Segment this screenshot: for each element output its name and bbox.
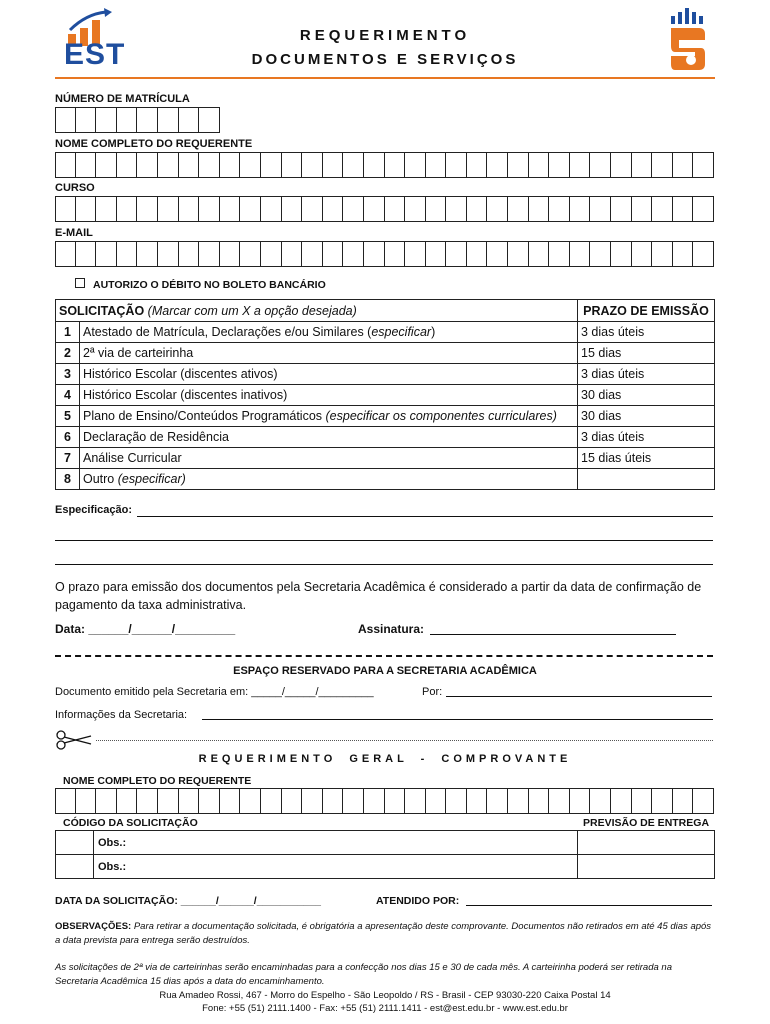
char-box[interactable] xyxy=(487,152,508,178)
char-box[interactable] xyxy=(261,241,282,267)
char-box[interactable] xyxy=(343,241,364,267)
assinatura-line[interactable] xyxy=(430,634,676,635)
char-box[interactable] xyxy=(55,788,76,814)
email-boxes[interactable] xyxy=(55,241,714,267)
char-box[interactable] xyxy=(364,152,385,178)
char-box[interactable] xyxy=(385,152,406,178)
char-box[interactable] xyxy=(405,241,426,267)
char-box[interactable] xyxy=(364,788,385,814)
codigo-cell-2[interactable] xyxy=(56,855,94,879)
previsao-label: PREVISÃO DE ENTREGA xyxy=(583,817,710,829)
char-box[interactable] xyxy=(652,196,673,222)
char-box[interactable] xyxy=(652,788,673,814)
info-label: Informações da Secretaria: xyxy=(55,709,188,721)
row-text-italic: (especificar os componentes curriculares) xyxy=(325,409,557,423)
char-box[interactable] xyxy=(590,241,611,267)
char-box[interactable] xyxy=(446,241,467,267)
row-text: Histórico Escolar (discentes inativos) xyxy=(83,388,288,402)
char-box[interactable] xyxy=(467,241,488,267)
row-description[interactable] xyxy=(80,364,578,385)
row-text: Plano de Ensino/Conteúdos Programáticos xyxy=(83,409,326,423)
char-box[interactable] xyxy=(385,788,406,814)
solicitacao-row[interactable] xyxy=(56,364,715,385)
row-description[interactable] xyxy=(80,469,578,490)
char-box[interactable] xyxy=(549,152,570,178)
char-box[interactable] xyxy=(467,196,488,222)
char-box[interactable] xyxy=(179,788,200,814)
char-box[interactable] xyxy=(261,196,282,222)
debito-checkbox[interactable] xyxy=(75,278,85,288)
row-text: 2ª via de carteirinha xyxy=(83,346,194,360)
char-box[interactable] xyxy=(240,241,261,267)
comprovante-nome-label: NOME COMPLETO DO REQUERENTE xyxy=(63,775,252,787)
previsao-cell-1[interactable] xyxy=(578,831,715,855)
row-description[interactable] xyxy=(80,406,578,427)
char-box[interactable] xyxy=(446,152,467,178)
comprovante-title: REQUERIMENTO GERAL - COMPROVANTE xyxy=(198,753,572,765)
char-box[interactable] xyxy=(76,152,97,178)
char-box[interactable] xyxy=(446,196,467,222)
char-box[interactable] xyxy=(302,196,323,222)
char-box[interactable] xyxy=(632,196,653,222)
char-box[interactable] xyxy=(199,107,220,133)
char-box[interactable] xyxy=(323,241,344,267)
char-box[interactable] xyxy=(673,788,694,814)
char-box[interactable] xyxy=(179,196,200,222)
por-line[interactable] xyxy=(446,696,712,697)
char-box[interactable] xyxy=(343,152,364,178)
atendido-line[interactable] xyxy=(466,905,712,906)
solicitacao-header-label: SOLICITAÇÃO xyxy=(59,303,145,318)
char-box[interactable] xyxy=(137,241,158,267)
char-box[interactable] xyxy=(446,788,467,814)
row-text-tail: ) xyxy=(431,325,436,339)
char-box[interactable] xyxy=(261,788,282,814)
row-number: 5 xyxy=(56,406,80,427)
char-box[interactable] xyxy=(117,152,138,178)
char-box[interactable] xyxy=(158,241,179,267)
row-prazo: 3 dias úteis xyxy=(578,322,715,343)
char-box[interactable] xyxy=(632,241,653,267)
char-box[interactable] xyxy=(158,196,179,222)
char-box[interactable] xyxy=(487,788,508,814)
char-box[interactable] xyxy=(240,196,261,222)
row-number: 2 xyxy=(56,343,80,364)
char-box[interactable] xyxy=(302,241,323,267)
char-box[interactable] xyxy=(343,788,364,814)
row-prazo: 30 dias xyxy=(578,406,715,427)
obs-label-2: Obs.: xyxy=(98,860,127,873)
codigo-label: CÓDIGO DA SOLICITAÇÃO xyxy=(63,817,198,829)
char-box[interactable] xyxy=(240,152,261,178)
reservado-title: ESPAÇO RESERVADO PARA A SECRETARIA ACADÊMICA xyxy=(233,665,537,677)
char-box[interactable] xyxy=(220,196,241,222)
row-prazo: 15 dias úteis xyxy=(578,448,715,469)
char-box[interactable] xyxy=(487,241,508,267)
row-number: 7 xyxy=(56,448,80,469)
curso-label: CURSO xyxy=(55,182,95,194)
header-divider xyxy=(55,77,715,79)
char-box[interactable] xyxy=(529,196,550,222)
char-box[interactable] xyxy=(693,152,714,178)
char-box[interactable] xyxy=(570,788,591,814)
char-box[interactable] xyxy=(282,788,303,814)
char-box[interactable] xyxy=(673,196,694,222)
observacoes-block xyxy=(55,920,717,948)
previsao-cell-2[interactable] xyxy=(578,855,715,879)
char-box[interactable] xyxy=(611,241,632,267)
char-box[interactable] xyxy=(137,107,158,133)
char-box[interactable] xyxy=(158,788,179,814)
codigo-cell-1[interactable] xyxy=(56,831,94,855)
char-box[interactable] xyxy=(323,788,344,814)
separator-dashed xyxy=(55,655,713,657)
solicitacao-header xyxy=(56,300,578,322)
char-box[interactable] xyxy=(549,788,570,814)
char-box[interactable] xyxy=(302,152,323,178)
solicitacao-row[interactable] xyxy=(56,427,715,448)
solicitacao-table xyxy=(55,299,715,490)
char-box[interactable] xyxy=(220,241,241,267)
char-box[interactable] xyxy=(570,196,591,222)
row-prazo: 30 dias xyxy=(578,385,715,406)
page-title-line1: REQUERIMENTO xyxy=(299,27,471,44)
curso-boxes[interactable] xyxy=(55,196,714,222)
char-box[interactable] xyxy=(611,152,632,178)
char-box[interactable] xyxy=(96,152,117,178)
prazo-note: O prazo para emissão dos documentos pela Secretaria Acadêmica é considerado a partir da data de confirmação de pagamento da taxa administrativa. xyxy=(55,580,702,612)
char-box[interactable] xyxy=(96,107,117,133)
char-box[interactable] xyxy=(199,241,220,267)
right-logo xyxy=(665,8,713,72)
char-box[interactable] xyxy=(508,788,529,814)
solicitacao-row[interactable] xyxy=(56,448,715,469)
observacoes-label: OBSERVAÇÕES: xyxy=(55,921,132,932)
char-box[interactable] xyxy=(199,788,220,814)
char-box[interactable] xyxy=(96,196,117,222)
char-box[interactable] xyxy=(426,788,447,814)
char-box[interactable] xyxy=(199,196,220,222)
row-text-italic: (especificar) xyxy=(117,472,186,486)
row-prazo: 3 dias úteis xyxy=(578,364,715,385)
char-box[interactable] xyxy=(508,152,529,178)
char-box[interactable] xyxy=(529,152,550,178)
char-box[interactable] xyxy=(302,788,323,814)
char-box[interactable] xyxy=(179,241,200,267)
row-text: Declaração de Residência xyxy=(83,430,229,444)
obs-cell-1[interactable] xyxy=(94,831,578,855)
row-number: 8 xyxy=(56,469,80,490)
char-box[interactable] xyxy=(632,152,653,178)
char-box[interactable] xyxy=(529,788,550,814)
row-text-italic: especificar xyxy=(371,325,432,339)
row-number: 6 xyxy=(56,427,80,448)
char-box[interactable] xyxy=(508,196,529,222)
prazo-header: PRAZO DE EMISSÃO xyxy=(578,300,715,322)
solicitacao-row[interactable] xyxy=(56,385,715,406)
row-number: 1 xyxy=(56,322,80,343)
char-box[interactable] xyxy=(76,107,97,133)
comprovante-table xyxy=(55,830,715,879)
assinatura-label: Assinatura: xyxy=(358,622,425,636)
especificacao-label: Especificação: xyxy=(55,504,133,516)
char-box[interactable] xyxy=(137,152,158,178)
char-box[interactable] xyxy=(426,196,447,222)
especificacao-line-1[interactable] xyxy=(137,516,713,517)
footer-address: Rua Amadeo Rossi, 467 - Morro do Espelho - São Leopoldo / RS - Brasil - CEP 93030-220 Caixa Postal 14 xyxy=(159,990,611,1001)
char-box[interactable] xyxy=(117,196,138,222)
solicitacao-row[interactable] xyxy=(56,322,715,343)
char-box[interactable] xyxy=(611,788,632,814)
atendido-label: ATENDIDO POR: xyxy=(376,895,460,907)
char-box[interactable] xyxy=(590,152,611,178)
comprovante-nome-boxes[interactable] xyxy=(55,788,714,814)
data-solicitacao-field[interactable]: DATA DA SOLICITAÇÃO: ______/______/___________ xyxy=(55,895,321,907)
solicitacao-header-note: (Marcar com um X a opção desejada) xyxy=(147,303,357,318)
row-prazo: 3 dias úteis xyxy=(578,427,715,448)
char-box[interactable] xyxy=(117,788,138,814)
char-box[interactable] xyxy=(405,152,426,178)
char-box[interactable] xyxy=(611,196,632,222)
char-box[interactable] xyxy=(55,107,76,133)
char-box[interactable] xyxy=(343,196,364,222)
row-text: Outro xyxy=(83,472,118,486)
char-box[interactable] xyxy=(529,241,550,267)
char-box[interactable] xyxy=(179,152,200,178)
char-box[interactable] xyxy=(55,241,76,267)
char-box[interactable] xyxy=(590,196,611,222)
nome-boxes[interactable] xyxy=(55,152,714,178)
char-box[interactable] xyxy=(385,196,406,222)
char-box[interactable] xyxy=(96,241,117,267)
char-box[interactable] xyxy=(96,788,117,814)
row-text: Atestado de Matrícula, Declarações e/ou Similares ( xyxy=(83,325,372,339)
email-label: E-MAIL xyxy=(55,227,93,239)
char-box[interactable] xyxy=(282,196,303,222)
row-description[interactable] xyxy=(80,322,578,343)
char-box[interactable] xyxy=(385,241,406,267)
row-text: Análise Curricular xyxy=(83,451,182,465)
char-box[interactable] xyxy=(76,196,97,222)
cut-line xyxy=(96,740,713,741)
row-description[interactable] xyxy=(80,427,578,448)
matricula-label: NÚMERO DE MATRÍCULA xyxy=(55,93,190,105)
char-box[interactable] xyxy=(426,152,447,178)
char-box[interactable] xyxy=(508,241,529,267)
char-box[interactable] xyxy=(137,788,158,814)
row-prazo: 15 dias xyxy=(578,343,715,364)
char-box[interactable] xyxy=(632,788,653,814)
char-box[interactable] xyxy=(158,107,179,133)
char-box[interactable] xyxy=(570,152,591,178)
nome-label: NOME COMPLETO DO REQUERENTE xyxy=(55,138,253,150)
char-box[interactable] xyxy=(652,152,673,178)
char-box[interactable] xyxy=(426,241,447,267)
char-box[interactable] xyxy=(364,241,385,267)
char-box[interactable] xyxy=(220,152,241,178)
char-box[interactable] xyxy=(487,196,508,222)
char-box[interactable] xyxy=(179,107,200,133)
solicitacao-row[interactable] xyxy=(56,406,715,427)
solicitacao-row[interactable] xyxy=(56,469,715,490)
char-box[interactable] xyxy=(405,196,426,222)
char-box[interactable] xyxy=(673,241,694,267)
char-box[interactable] xyxy=(117,241,138,267)
char-box[interactable] xyxy=(549,241,570,267)
obs-label-1: Obs.: xyxy=(98,836,127,849)
obs-cell-2[interactable] xyxy=(94,855,578,879)
solicitacao-row[interactable] xyxy=(56,343,715,364)
char-box[interactable] xyxy=(282,152,303,178)
observacoes-text-1: Para retirar a documentação solicitada, é obrigatória a apresentação deste comprovante. Documentos não retirados em até 45 dias após a data prevista para entrega serão destruídos. xyxy=(55,921,712,946)
page-title-line2: DOCUMENTOS E SERVIÇOS xyxy=(251,51,519,68)
data-field[interactable]: Data: ______/______/_________ xyxy=(55,622,236,636)
debito-checkbox-label: AUTORIZO O DÉBITO NO BOLETO BANCÁRIO xyxy=(93,279,326,291)
char-box[interactable] xyxy=(364,196,385,222)
info-line[interactable] xyxy=(202,719,713,720)
char-box[interactable] xyxy=(323,196,344,222)
char-box[interactable] xyxy=(117,107,138,133)
char-box[interactable] xyxy=(652,241,673,267)
row-text: Histórico Escolar (discentes ativos) xyxy=(83,367,278,381)
char-box[interactable] xyxy=(673,152,694,178)
scissors-icon xyxy=(55,730,95,750)
char-box[interactable] xyxy=(282,241,303,267)
char-box[interactable] xyxy=(240,788,261,814)
char-box[interactable] xyxy=(137,196,158,222)
especificacao-line-2[interactable] xyxy=(55,540,713,541)
char-box[interactable] xyxy=(76,788,97,814)
especificacao-line-3[interactable] xyxy=(55,564,713,565)
observacoes-text-2: As solicitações de 2ª via de carteirinhas serão encaminhadas para a confecção nos dias 15 e 30 de cada mês. A carteirinha poderá ser retirada na Secretaria Acadêmica 15 dias após a data do encaminhamento. xyxy=(55,962,672,987)
char-box[interactable] xyxy=(570,241,591,267)
row-description[interactable] xyxy=(80,448,578,469)
char-box[interactable] xyxy=(405,788,426,814)
row-number: 3 xyxy=(56,364,80,385)
emitido-field[interactable]: Documento emitido pela Secretaria em: _____/_____/_________ xyxy=(55,686,374,698)
row-prazo xyxy=(578,469,715,490)
char-box[interactable] xyxy=(323,152,344,178)
row-number: 4 xyxy=(56,385,80,406)
row-description[interactable] xyxy=(80,343,578,364)
row-description[interactable] xyxy=(80,385,578,406)
char-box[interactable] xyxy=(549,196,570,222)
char-box[interactable] xyxy=(467,788,488,814)
char-box[interactable] xyxy=(199,152,220,178)
matricula-boxes[interactable] xyxy=(55,107,220,133)
char-box[interactable] xyxy=(55,152,76,178)
por-label: Por: xyxy=(422,686,443,698)
char-box[interactable] xyxy=(261,152,282,178)
char-box[interactable] xyxy=(693,196,714,222)
char-box[interactable] xyxy=(467,152,488,178)
footer-contact: Fone: +55 (51) 2111.1400 - Fax: +55 (51) 2111.1411 - est@est.edu.br - www.est.edu.br xyxy=(202,1003,568,1014)
char-box[interactable] xyxy=(590,788,611,814)
char-box[interactable] xyxy=(220,788,241,814)
char-box[interactable] xyxy=(55,196,76,222)
char-box[interactable] xyxy=(76,241,97,267)
char-box[interactable] xyxy=(158,152,179,178)
est-logo-text: EST xyxy=(64,38,126,71)
char-box[interactable] xyxy=(693,788,714,814)
char-box[interactable] xyxy=(693,241,714,267)
